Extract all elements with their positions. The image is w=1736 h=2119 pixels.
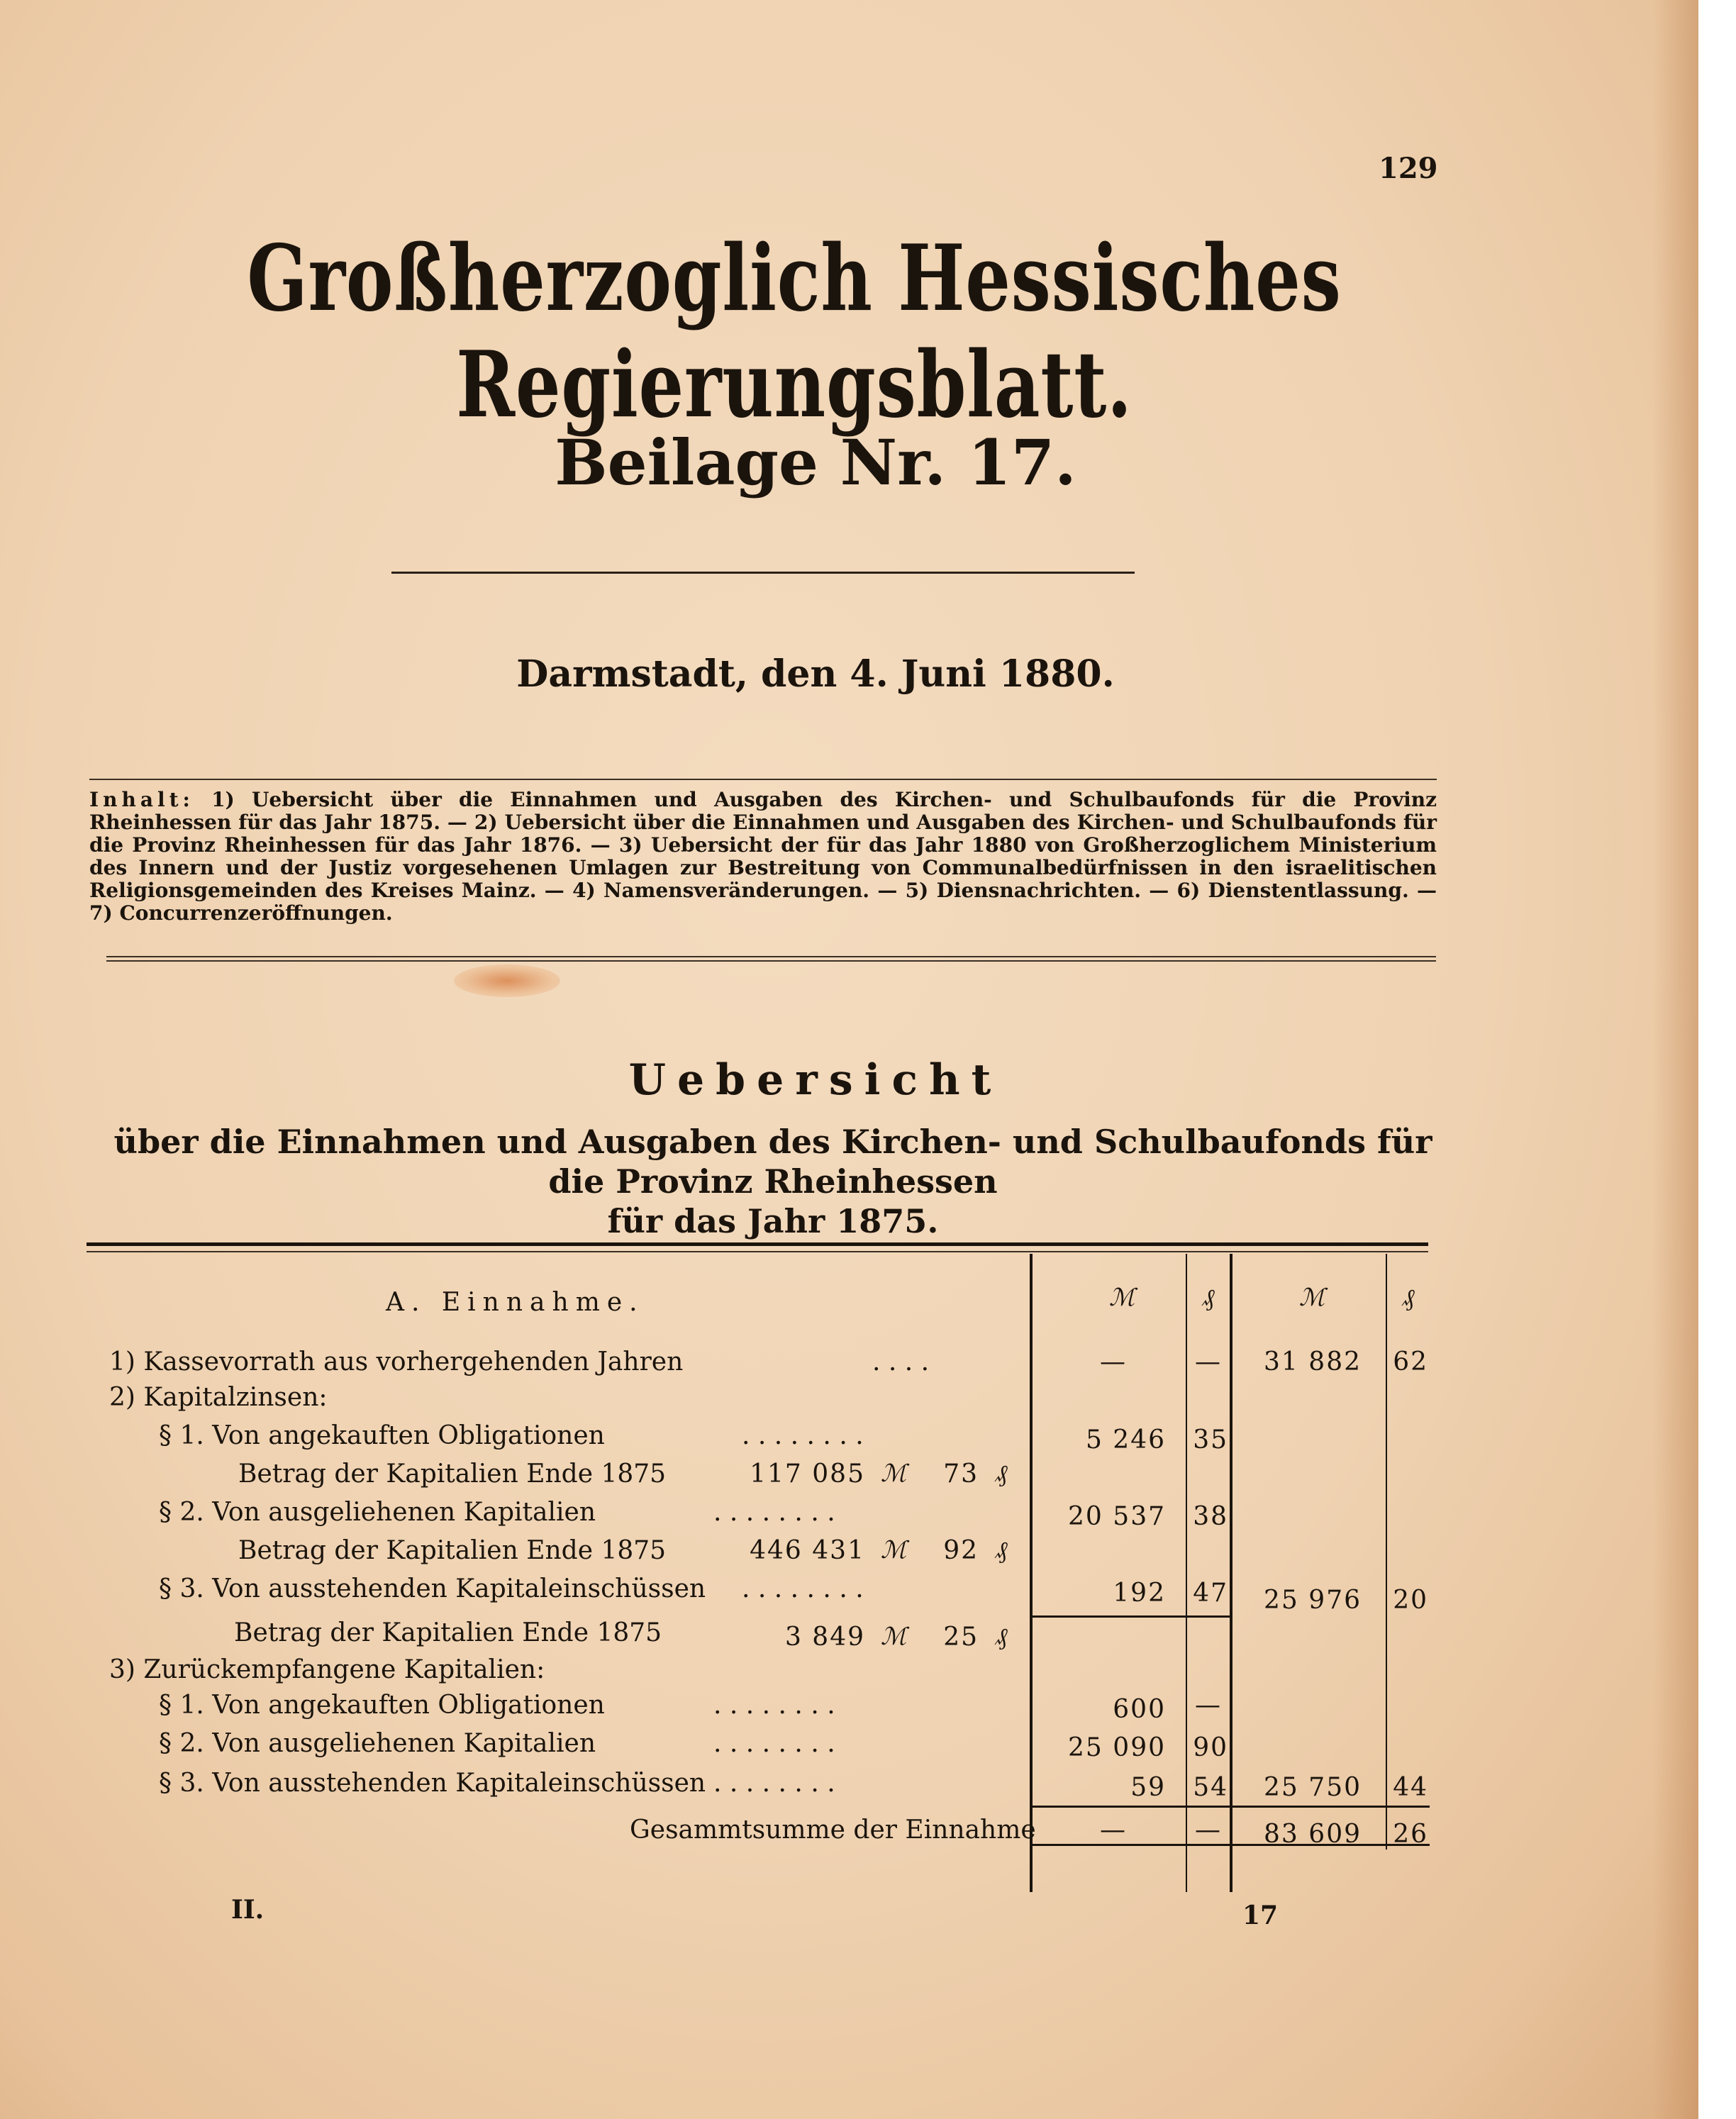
total-pf-value: 62: [1393, 1347, 1428, 1376]
table-rule-top-thin: [87, 1251, 1428, 1252]
contents-rule-bottom-2: [106, 960, 1436, 962]
mark-unit-header: ℳ: [1108, 1284, 1135, 1312]
table-rule-top: [87, 1242, 1428, 1246]
row-label: 1) Kassevorrath aus vorhergehenden Jahren: [109, 1347, 684, 1376]
subtotal-rule-2: [1033, 1806, 1430, 1808]
row-label: Betrag der Kapitalien Ende 1875: [238, 1459, 667, 1489]
section-subtitle-line-1: über die Einnahmen und Ausgaben des Kirchen- und Schulbaufonds für die Provinz Rheinhessen: [113, 1123, 1432, 1201]
contents-rule-top: [89, 779, 1437, 780]
row-label: Betrag der Kapitalien Ende 1875: [234, 1618, 662, 1647]
row-label: Betrag der Kapitalien Ende 1875: [238, 1536, 667, 1565]
total-mark-unit-header: ℳ: [1298, 1284, 1325, 1312]
pf-value: 35: [1193, 1425, 1228, 1455]
row-label: § 3. Von ausstehenden Kapitaleinschüssen: [159, 1574, 706, 1603]
row-label: § 3. Von ausstehenden Kapitaleinschüssen: [159, 1769, 706, 1798]
leader-dots: . . . .: [872, 1347, 930, 1376]
row-label: 2) Kapitalzinsen:: [109, 1383, 328, 1412]
row-label: § 1. Von angekauften Obligationen: [159, 1691, 605, 1720]
leader-dots: . . . . . . . .: [713, 1691, 835, 1720]
mark-unit: ℳ: [880, 1536, 907, 1564]
total-pf-value: 44: [1393, 1773, 1428, 1802]
capital-amount: 117 085: [750, 1459, 865, 1489]
pf-value: 90: [1193, 1733, 1228, 1762]
leader-dots: . . . . . . . .: [713, 1729, 835, 1758]
mark-unit: ℳ: [880, 1623, 907, 1651]
mark-unit: ℳ: [880, 1459, 907, 1488]
page-number: 129: [1379, 152, 1438, 185]
signature-mark-center: 17: [1242, 1901, 1279, 1930]
total-mark-value: 25 750: [1264, 1773, 1362, 1802]
mark-value: 192: [1113, 1579, 1166, 1608]
pf-value: 54: [1193, 1773, 1228, 1802]
contents-label: Inhalt:: [89, 788, 194, 811]
column-rule-total-mark: [1386, 1254, 1387, 1850]
column-rule-label: [1030, 1254, 1033, 1892]
section-subtitle-line-2: für das Jahr 1875.: [607, 1202, 939, 1240]
section-subtitle: [85, 1122, 1461, 1241]
capital-amount: 446 431: [750, 1536, 865, 1565]
total-pf-unit-header: ₰: [1402, 1284, 1415, 1312]
supplement-number: Beilage Nr. 17.: [555, 426, 1076, 499]
row-label: § 2. Von ausgeliehenen Kapitalien: [159, 1498, 596, 1527]
pf-dash: —: [1195, 1347, 1222, 1376]
mark-value: 25 090: [1068, 1733, 1166, 1762]
signature-mark-left: II.: [231, 1895, 265, 1925]
masthead-title: Großherzoglich Hessisches Regierungsblatt.: [247, 226, 1342, 438]
pf-unit-header: ₰: [1202, 1284, 1215, 1312]
leader-dots: . . . . . . . .: [742, 1574, 864, 1603]
column-rule-pf: [1230, 1254, 1233, 1892]
pf-unit: ₰: [995, 1623, 1008, 1651]
section-title: Uebersicht: [628, 1055, 1003, 1105]
table-heading: A. Einnahme.: [386, 1288, 645, 1317]
pf-dash: —: [1195, 1815, 1222, 1845]
row-label: § 1. Von angekauften Obligationen: [159, 1421, 605, 1450]
column-rule-mark: [1186, 1254, 1187, 1892]
pf-value: 38: [1193, 1502, 1228, 1531]
capital-amount: 3 849: [784, 1623, 865, 1652]
pf-value: 47: [1193, 1579, 1228, 1608]
pf-unit: ₰: [995, 1459, 1008, 1488]
mark-value: 20 537: [1068, 1502, 1166, 1531]
leader-dots: . . . . . . . .: [713, 1769, 835, 1798]
total-mark-value: 31 882: [1264, 1347, 1362, 1376]
leader-dots: . . . . . . . .: [713, 1498, 835, 1527]
grand-total-pf: 26: [1393, 1820, 1428, 1849]
subtotal-rule-1: [1033, 1615, 1231, 1618]
contents-block: [89, 789, 1437, 925]
mark-value: 5 246: [1085, 1425, 1166, 1455]
paper-stain: [454, 964, 560, 997]
pf-dash: —: [1195, 1691, 1222, 1720]
mark-dash: —: [1100, 1815, 1127, 1845]
contents-text: 1) Uebersicht über die Einnahmen und Ausgaben des Kirchen- und Schulbaufonds für die Provinz Rheinhessen für das Jahr 1875. — 2) Uebersicht über die Einnahmen und Ausgaben des Kirchen- und Schulbaufonds für die Provinz Rheinhessen für das Jahr 1876. — 3) Uebersicht der für das Jahr 1880 von Großherzoglichem Ministerium des Innern und der Justiz vorgesehenen Umlagen zur Bestreitung von Communalbedürfnissen in den israelitischen Religionsgemeinden des Kreises Mainz. — 4) Namensveränderungen. — 5) Diensnachrichten. — 6) Dienstentlassung. — 7) Concurrenzeröffnungen.: [89, 788, 1437, 925]
total-mark-value: 25 976: [1264, 1586, 1362, 1615]
title-rule: [391, 572, 1135, 574]
dateline: Darmstadt, den 4. Juni 1880.: [516, 652, 1115, 696]
sum-label: Gesammtsumme der Einnahme: [630, 1815, 1036, 1845]
pf-unit: ₰: [995, 1536, 1008, 1564]
row-label: 3) Zurückempfangene Kapitalien:: [109, 1655, 545, 1684]
contents-rule-bottom: [106, 956, 1436, 957]
mark-value: 59: [1130, 1773, 1166, 1802]
grand-total-mark: 83 609: [1264, 1820, 1362, 1849]
total-pf-value: 20: [1393, 1586, 1428, 1615]
row-label: § 2. Von ausgeliehenen Kapitalien: [159, 1729, 596, 1758]
capital-pf: 92: [943, 1536, 979, 1565]
mark-value: 600: [1113, 1695, 1166, 1724]
capital-pf: 73: [943, 1459, 979, 1489]
page-edge-shadow: [1652, 0, 1698, 2119]
capital-pf: 25: [943, 1623, 979, 1652]
mark-dash: —: [1100, 1347, 1127, 1376]
leader-dots: . . . . . . . .: [742, 1421, 864, 1450]
